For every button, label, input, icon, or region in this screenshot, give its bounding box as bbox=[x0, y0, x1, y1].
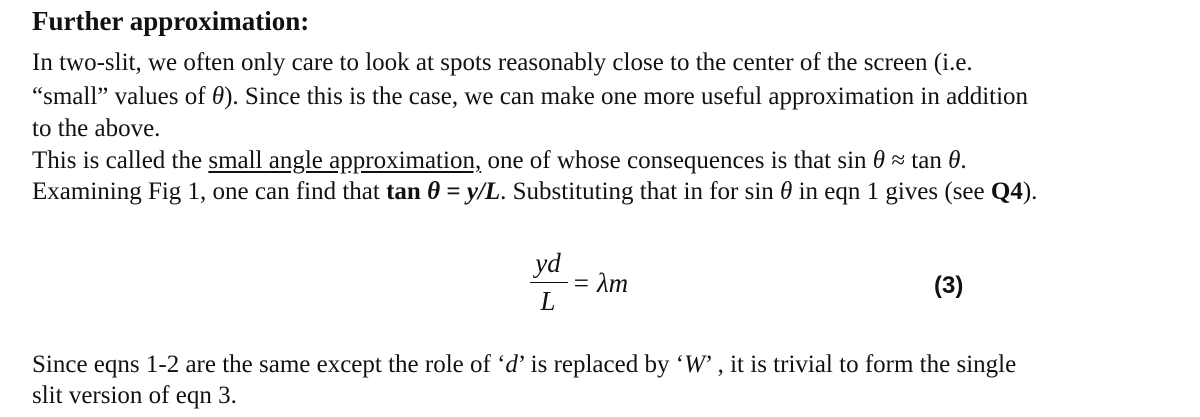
text-run: ). Since this is the case, we can make one more useful approximation in addition bbox=[224, 83, 1029, 110]
bold-text: tan bbox=[386, 178, 428, 205]
text-run: Since eqns 1-2 are the same except the role of ‘ bbox=[32, 351, 506, 378]
text-run: . bbox=[960, 147, 967, 174]
text-run: “small” values of bbox=[32, 83, 212, 110]
text-run: . Substituting that in for sin bbox=[500, 178, 781, 205]
question-reference: Q4 bbox=[990, 178, 1023, 205]
paragraph-line bbox=[32, 146, 967, 176]
theta-symbol: θ bbox=[427, 178, 441, 205]
paragraph-line bbox=[32, 177, 1037, 207]
paragraph-line bbox=[32, 350, 1016, 380]
theta-symbol: θ bbox=[872, 147, 886, 174]
paragraph-line: In two-slit, we often only care to look at spots reasonably close to the center of the screen (i.e. bbox=[32, 49, 973, 76]
small-angle-approximation-link[interactable]: small angle approximation, bbox=[208, 147, 482, 174]
equation-3 bbox=[528, 246, 668, 326]
theta-symbol: θ bbox=[211, 83, 225, 110]
text-run: ’ is replaced by ‘ bbox=[517, 351, 685, 378]
section-heading: Further approximation: bbox=[32, 6, 310, 36]
text-run: ’ , it is trivial to form the single bbox=[704, 351, 1017, 378]
paragraph-line: slit version of eqn 3. bbox=[32, 382, 237, 409]
text-run: This is called the bbox=[32, 147, 209, 174]
paragraph-line: to the above. bbox=[32, 115, 161, 142]
text-run: in eqn 1 gives (see bbox=[792, 178, 991, 205]
fraction-bar bbox=[530, 282, 568, 283]
fraction-numerator: yd bbox=[535, 248, 561, 278]
equation-number: (3) bbox=[934, 272, 964, 299]
italic-variable: W bbox=[684, 351, 705, 378]
bold-text: = bbox=[440, 178, 467, 205]
text-run: ≈ tan bbox=[885, 147, 949, 174]
equation-rhs: = λm bbox=[572, 268, 629, 298]
fraction-denominator: L bbox=[540, 286, 556, 316]
text-run: one of whose consequences is that sin bbox=[481, 147, 873, 174]
text-run: ). bbox=[1022, 178, 1038, 205]
paragraph-line bbox=[32, 82, 1028, 112]
bold-italic-text: y/L bbox=[466, 178, 501, 205]
theta-symbol: θ bbox=[780, 178, 793, 205]
text-run: Examining Fig 1, one can find that bbox=[32, 178, 387, 205]
theta-symbol: θ bbox=[948, 147, 961, 174]
italic-variable: d bbox=[505, 351, 518, 378]
